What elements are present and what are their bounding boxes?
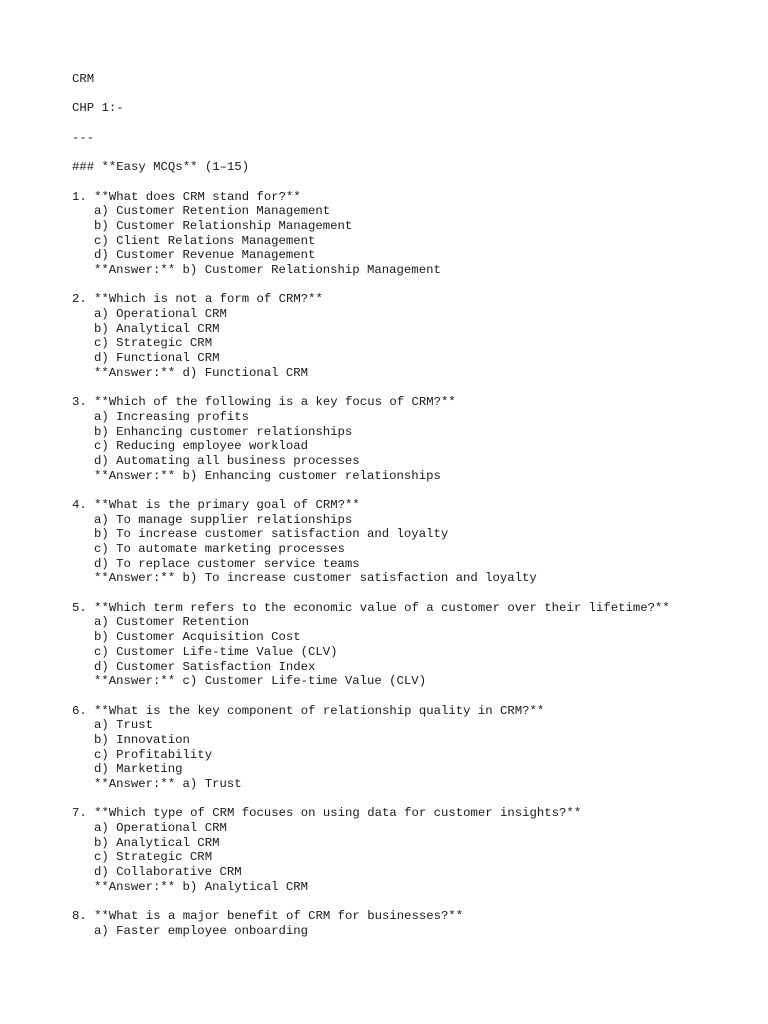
- answer-option: a) Customer Retention: [94, 615, 249, 630]
- answer-option: a) Operational CRM: [94, 307, 227, 321]
- document-page: [72, 72, 732, 953]
- question-block: [72, 498, 732, 586]
- question-number: 7.: [72, 806, 87, 821]
- question-text: **What is the key component of relationship quality in CRM?**: [94, 703, 545, 718]
- question-block: [72, 806, 732, 894]
- answer-option: c) Profitability: [94, 747, 213, 762]
- question-number: 2.: [72, 292, 87, 307]
- answer-option: a) Customer Retention Management: [94, 204, 331, 219]
- answer-option: b) Enhancing customer relationships: [94, 424, 353, 439]
- question-line: [72, 190, 732, 205]
- answer-option: c) Reducing employee workload: [94, 439, 309, 454]
- question-number: 8.: [72, 909, 87, 924]
- answer-key: **Answer:** b) To increase customer satisfaction and loyalty: [94, 571, 537, 586]
- answer-option: d) Automating all business processes: [94, 453, 360, 468]
- spacer: [72, 145, 732, 160]
- question-line: [72, 806, 732, 821]
- chapter-heading: CHP 1:-: [72, 101, 124, 116]
- answer-key: **Answer:** d) Functional CRM: [94, 365, 309, 380]
- answer-option: b) Analytical CRM: [94, 321, 220, 336]
- answer-option: a) Operational CRM: [94, 821, 227, 836]
- answer-option: d) Functional CRM: [94, 351, 220, 366]
- spacer: [72, 116, 732, 131]
- answer-option: a) To manage supplier relationships: [94, 512, 353, 527]
- answer-option: a) Increasing profits: [94, 409, 249, 424]
- answer-option: c) Strategic CRM: [94, 336, 213, 351]
- question-number: 3.: [72, 395, 87, 410]
- question-block: [72, 601, 732, 689]
- answer-option: a) Trust: [94, 718, 154, 733]
- question-line: [72, 909, 732, 924]
- question-text: **Which of the following is a key focus of CRM?**: [94, 395, 456, 410]
- answer-option: b) Customer Acquisition Cost: [94, 630, 301, 645]
- answer-option: b) Customer Relationship Management: [94, 218, 353, 233]
- question-list: [72, 190, 732, 939]
- answer-option: a) Faster employee onboarding: [94, 923, 309, 938]
- question-line: [72, 395, 732, 410]
- question-block: [72, 909, 732, 938]
- answer-option: d) Collaborative CRM: [94, 865, 242, 880]
- answer-option: b) Innovation: [94, 732, 190, 747]
- answer-option: d) To replace customer service teams: [94, 556, 360, 571]
- answer-option: d) Customer Revenue Management: [94, 248, 316, 263]
- question-text: **Which term refers to the economic value of a customer over their lifetime?**: [94, 600, 670, 615]
- section-heading: ### **Easy MCQs** (1–15): [72, 160, 250, 175]
- answer-option: d) Customer Satisfaction Index: [94, 659, 316, 674]
- question-number: 6.: [72, 703, 87, 718]
- question-number: 4.: [72, 497, 87, 512]
- answer-key: **Answer:** b) Analytical CRM: [94, 879, 309, 894]
- question-block: [72, 395, 732, 483]
- spacer: [72, 175, 732, 190]
- question-line: [72, 704, 732, 719]
- question-block: [72, 190, 732, 278]
- answer-key: **Answer:** a) Trust: [94, 777, 242, 791]
- question-text: **Which is not a form of CRM?**: [94, 292, 323, 307]
- question-block: [72, 292, 732, 380]
- question-line: [72, 498, 732, 513]
- answer-key: **Answer:** b) Enhancing customer relationships: [94, 468, 441, 483]
- question-text: **What does CRM stand for?**: [94, 189, 301, 204]
- answer-option: c) Customer Life-time Value (CLV): [94, 644, 338, 659]
- question-number: 5.: [72, 600, 87, 615]
- question-line: [72, 601, 732, 616]
- answer-key: **Answer:** c) Customer Life-time Value (CLV): [94, 674, 427, 689]
- answer-option: c) Strategic CRM: [94, 850, 213, 865]
- answer-option: d) Marketing: [94, 762, 183, 777]
- spacer: [72, 87, 732, 102]
- answer-key: **Answer:** b) Customer Relationship Management: [94, 262, 441, 277]
- question-number: 1.: [72, 189, 87, 204]
- question-block: [72, 704, 732, 792]
- answer-option: c) To automate marketing processes: [94, 542, 345, 556]
- question-text: **What is a major benefit of CRM for businesses?**: [94, 909, 464, 924]
- question-text: **What is the primary goal of CRM?**: [94, 497, 360, 512]
- question-line: [72, 292, 732, 307]
- answer-option: b) To increase customer satisfaction and loyalty: [94, 527, 449, 542]
- answer-option: c) Client Relations Management: [94, 233, 316, 248]
- question-text: **Which type of CRM focuses on using data for customer insights?**: [94, 806, 582, 821]
- document-title: CRM: [72, 72, 95, 86]
- separator-line: ---: [72, 130, 95, 145]
- answer-option: b) Analytical CRM: [94, 835, 220, 850]
